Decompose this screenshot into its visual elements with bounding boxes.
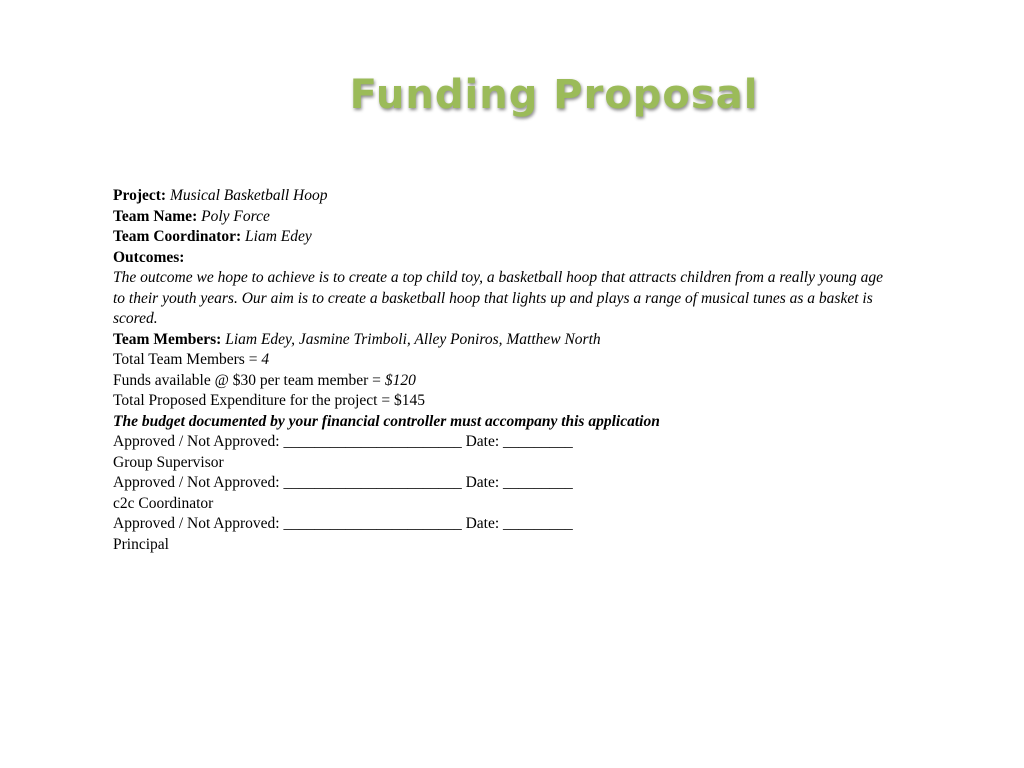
team-coordinator-value: Liam Edey	[245, 228, 312, 245]
team-members-value: Liam Edey, Jasmine Trimboli, Alley Poniros, Matthew North	[225, 330, 601, 348]
approval-line: Approved / Not Approved: _______________________ Date: _________	[113, 433, 573, 450]
team-name-line	[113, 207, 893, 228]
team-members-label: Team Members:	[113, 330, 222, 348]
team-name-label: Team Name:	[113, 207, 198, 225]
funds-value: $120	[384, 371, 416, 389]
team-coordinator-label: Team Coordinator:	[113, 228, 242, 245]
approval-line: Approved / Not Approved: _______________________ Date: _________	[113, 474, 573, 491]
approval-role: c2c Coordinator	[113, 494, 214, 512]
total-members-line	[113, 350, 893, 371]
proposal-body	[113, 186, 893, 555]
outcomes-text: The outcome we hope to achieve is to create a top child toy, a basketball hoop that attracts children from a really young age to their youth years. Our aim is to create a basketball hoop that lights up and plays a range of musical tunes as a basket is scored.	[113, 269, 883, 327]
approval-role: Principal	[113, 535, 169, 553]
total-members-label: Total Team Members =	[113, 351, 262, 368]
approval-line: Approved / Not Approved: _______________________ Date: _________	[113, 515, 573, 532]
page-title: Funding Proposal	[349, 72, 759, 118]
project-label: Project:	[113, 187, 167, 204]
outcomes-label: Outcomes:	[113, 248, 185, 266]
team-name-value: Poly Force	[201, 207, 270, 225]
expenditure-line: Total Proposed Expenditure for the project = $145	[113, 392, 425, 409]
project-line	[113, 186, 893, 207]
project-value: Musical Basketball Hoop	[169, 187, 328, 204]
funds-line	[113, 371, 893, 392]
approval-role: Group Supervisor	[113, 453, 224, 471]
team-coordinator-line	[113, 227, 893, 248]
team-members-line	[113, 330, 893, 351]
budget-note: The budget documented by your financial controller must accompany this application	[113, 412, 660, 430]
funds-label: Funds available @ $30 per team member =	[113, 371, 385, 389]
total-members-value: 4	[261, 351, 270, 368]
